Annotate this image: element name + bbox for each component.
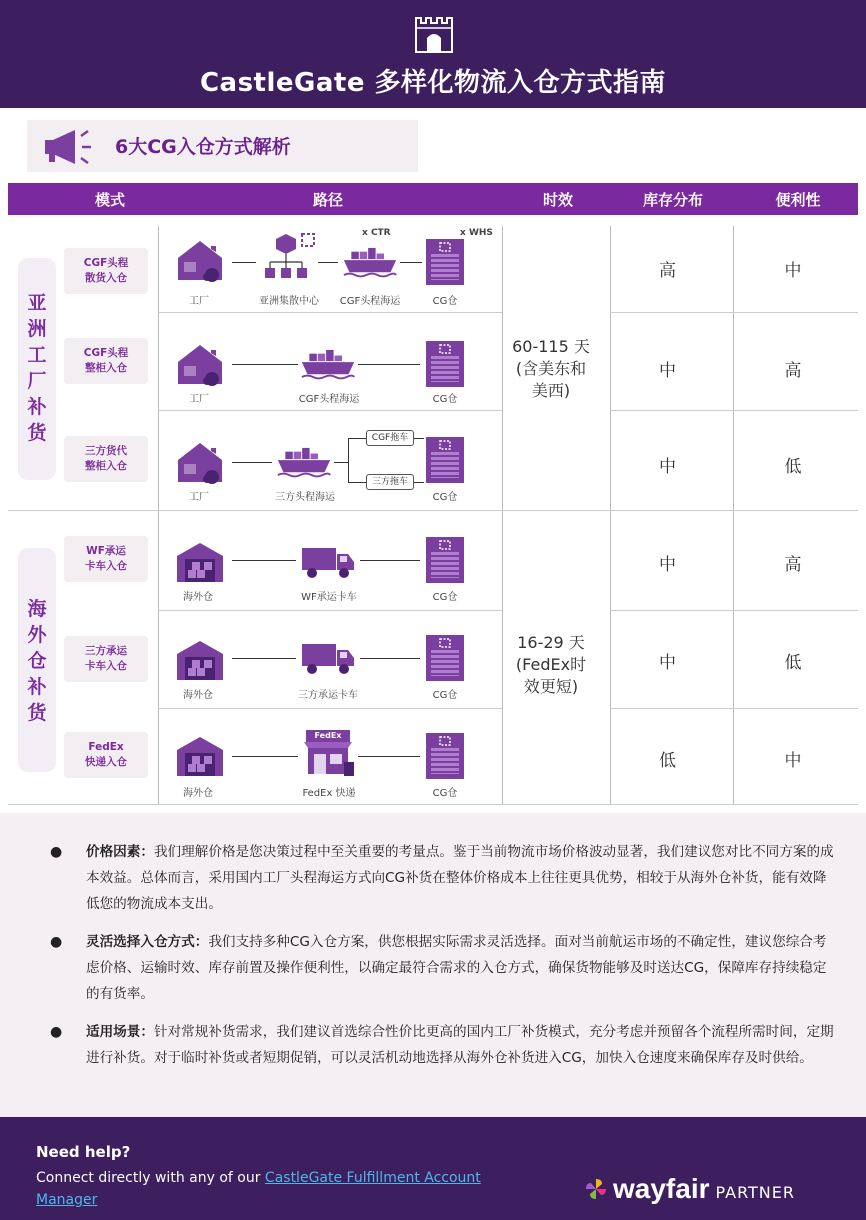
stock-value: 高	[659, 261, 676, 281]
factory-icon	[176, 342, 224, 386]
convenience-value: 中	[784, 751, 802, 771]
path-label: 海外仓	[183, 592, 213, 603]
mode-label: FedEx 快递入仓	[64, 732, 148, 778]
path-label: CG仓	[432, 592, 458, 603]
note-item: ● 灵活选择入仓方式：我们支持多种CG入仓方案，供您根据实际需求灵活选择。面对当前航运市场的不确定性，建议您综合考虑价格、运输时效、库存前置及操作便利性，以确定最符合需求的入仓方式，确保货物能够及时送达CG，保障库存持续稳定的有货率。	[50, 934, 827, 1002]
page-title: CastleGate 多样化物流入仓方式指南	[199, 68, 667, 98]
note-item: ● 适用场景：针对常规补货需求，我们建议首选综合性价比更高的国内工厂补货模式，充分考虑并预留各个流程所需时间，定期进行补货。对于临时补货或者短期促销，可以灵活机动地选择从海外仓补货进入CG，加快入仓速度来确保库存及时供给。	[50, 1024, 834, 1066]
mode-label: CGF头程 整柜入仓	[64, 338, 148, 384]
path-label: CG仓	[432, 492, 458, 503]
overseas-warehouse-icon	[176, 734, 224, 778]
overseas-warehouse-icon	[176, 540, 224, 584]
xctr-label: x CTR	[362, 228, 391, 238]
section-title-box	[27, 120, 418, 172]
path-label: CG仓	[432, 394, 458, 405]
factory-icon	[176, 440, 224, 484]
notes-section	[0, 813, 866, 1117]
cg-warehouse-icon	[425, 634, 465, 682]
ship-icon	[300, 346, 356, 380]
section-title: 6大CG入仓方式解析	[115, 136, 291, 158]
cg-warehouse-icon	[425, 436, 465, 484]
stock-value: 低	[659, 751, 676, 771]
path-label: CG仓	[432, 788, 458, 799]
mode-label: 三方货代 整柜入仓	[64, 436, 148, 482]
table-body	[8, 222, 858, 806]
cg-warehouse-icon	[425, 536, 465, 584]
path-label: WF承运卡车	[301, 592, 357, 603]
path-label: FedEx 快递	[302, 788, 356, 799]
hub-icon	[262, 232, 318, 284]
cgf-truck-tag: CGF拖车	[366, 430, 414, 446]
convenience-value: 高	[784, 555, 802, 575]
fedex-store-icon: FedEx	[300, 728, 356, 778]
mode-label: CGF头程 散货入仓	[64, 248, 148, 294]
note-item: ● 价格因素：我们理解价格是您决策过程中至关重要的考量点。鉴于当前物流市场价格波动显著，我们建议您对比不同方案的成本效益。总体而言，采用国内工厂头程海运方式向CG补货在整体价格成本上往往更具优势，相较于从海外仓补货，能有效降低您的物流成本支出。	[50, 844, 834, 912]
megaphone-icon	[41, 126, 101, 166]
path-label: CGF头程海运	[298, 394, 360, 405]
help-text: Connect directly with any of our CastleGate Fulfillment Account Manager	[36, 1170, 481, 1208]
group-overseas-warehouse: 海 外 仓 补 货	[18, 548, 56, 772]
castle-icon	[412, 12, 456, 56]
account-manager-link[interactable]: CastleGate Fulfillment Account Manager	[36, 1170, 481, 1208]
path-label: CG仓	[432, 690, 458, 701]
path-label: CGF头程海运	[339, 296, 401, 307]
col-time: 时效	[542, 191, 573, 209]
table-header	[8, 183, 858, 215]
col-convenience: 便利性	[775, 191, 821, 209]
col-stock: 库存分布	[642, 191, 703, 209]
path-label: 海外仓	[183, 788, 213, 799]
path-label: 工厂	[189, 492, 209, 503]
third-party-truck-tag: 三方拖车	[366, 474, 414, 490]
stock-value: 中	[659, 361, 676, 381]
help-heading: Need help?	[36, 1143, 131, 1161]
overseas-warehouse-icon	[176, 638, 224, 682]
truck-icon	[300, 640, 356, 676]
col-path: 路径	[312, 191, 343, 209]
factory-icon	[176, 238, 224, 282]
page-header	[0, 0, 866, 108]
truck-icon	[300, 544, 356, 580]
stock-value: 中	[659, 653, 676, 673]
mode-label: 三方承运 卡车入仓	[64, 636, 148, 682]
convenience-value: 高	[784, 361, 802, 381]
stock-value: 中	[659, 555, 676, 575]
path-label: CG仓	[432, 296, 458, 307]
path-label: 海外仓	[183, 690, 213, 701]
time-overseas: 16-29 天 (FedEx时 效更短)	[515, 633, 587, 696]
cg-warehouse-icon	[425, 340, 465, 388]
path-label: 三方承运卡车	[298, 690, 358, 701]
ship-icon	[276, 444, 332, 478]
convenience-value: 低	[784, 653, 802, 673]
time-asia: 60-115 天 (含美东和 美西)	[512, 337, 590, 400]
path-label: 三方头程海运	[275, 492, 335, 503]
convenience-value: 中	[784, 261, 802, 281]
wayfair-pinwheel-icon	[585, 1178, 607, 1200]
wayfair-partner-logo: wayfair PARTNER	[585, 1173, 795, 1205]
convenience-value: 低	[784, 457, 802, 477]
cg-warehouse-icon	[425, 238, 465, 286]
xwhs-label: x WHS	[460, 228, 493, 238]
mode-label: WF承运 卡车入仓	[64, 536, 148, 582]
path-label: 亚洲集散中心	[259, 296, 319, 307]
col-mode: 模式	[94, 191, 125, 209]
path-label: 工厂	[189, 296, 209, 307]
path-label: 工厂	[189, 394, 209, 405]
page-footer	[0, 1117, 866, 1220]
stock-value: 中	[659, 457, 676, 477]
ship-icon	[342, 244, 398, 278]
cg-warehouse-icon	[425, 732, 465, 780]
group-asia-factory: 亚 洲 工 厂 补 货	[18, 258, 56, 480]
